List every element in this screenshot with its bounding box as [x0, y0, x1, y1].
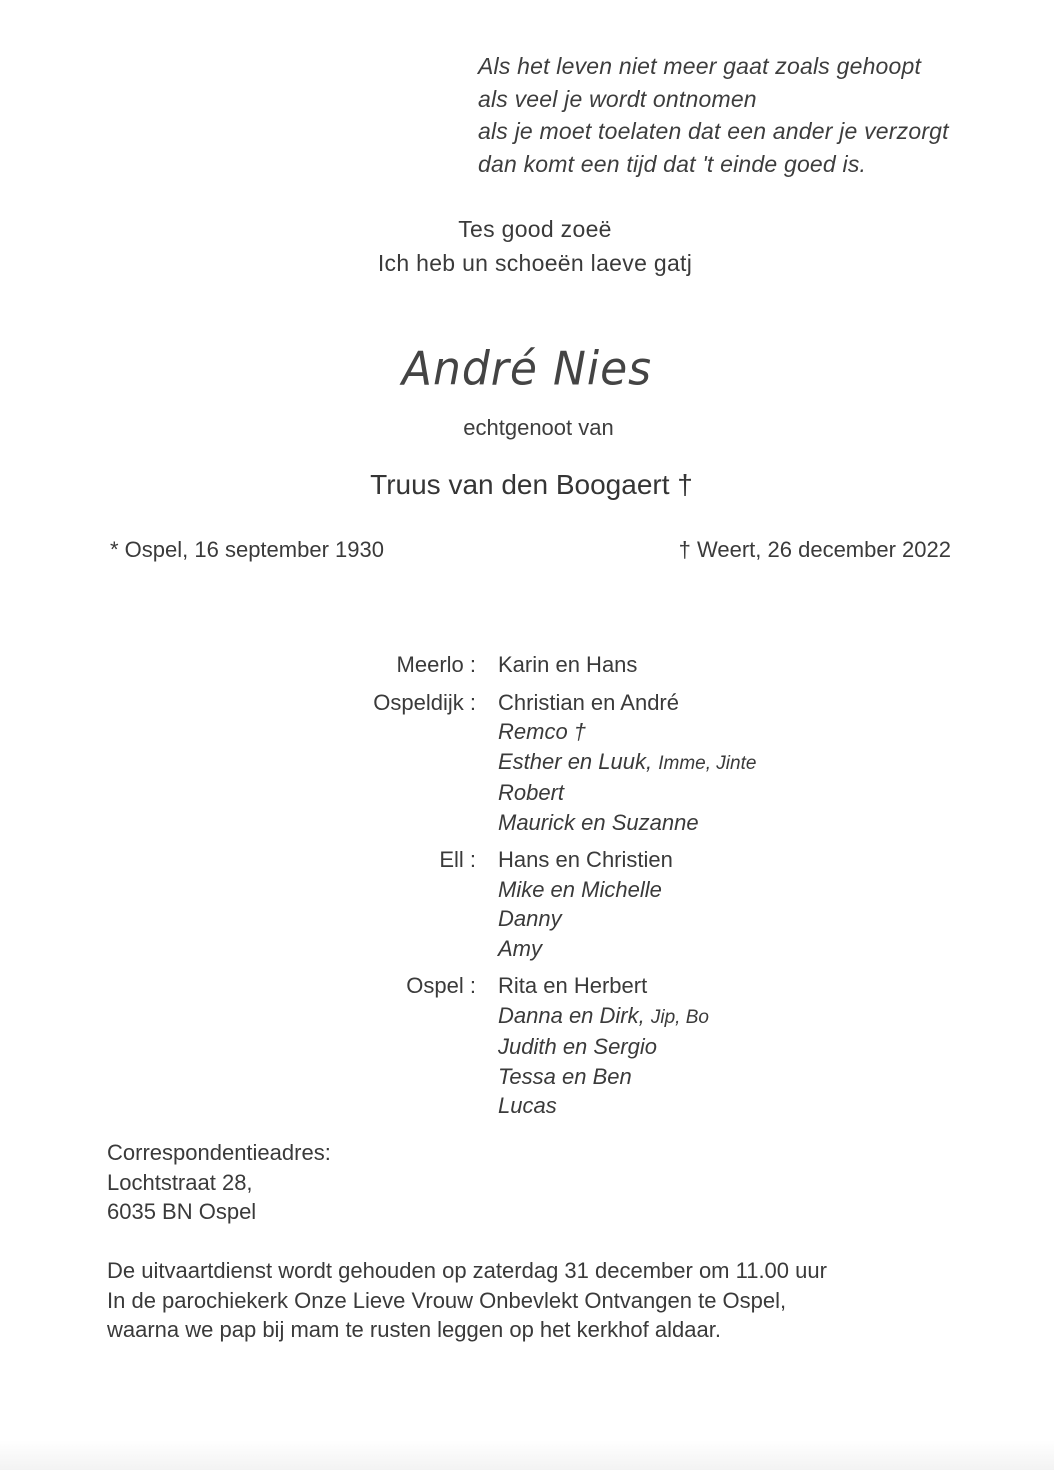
service-line: waarna we pap bij mam te rusten leggen op het kerkhof aldaar. — [107, 1317, 721, 1342]
family-group-ospel — [0, 971, 1054, 1121]
service-line: De uitvaartdienst wordt gehouden op zaterdag 31 december om 11.00 uur — [107, 1258, 827, 1283]
spouse-name: Truus van den Boogaert † — [370, 469, 693, 500]
address-city: 6035 BN Ospel — [107, 1199, 257, 1224]
poem-line: dan komt een tijd dat 't einde goed is. — [478, 150, 867, 177]
poem-line: als veel je wordt ontnomen — [478, 85, 757, 112]
deceased-name: André Nies — [401, 342, 653, 397]
funeral-service-info — [107, 1256, 827, 1345]
dialect-quote — [0, 212, 1054, 280]
great-grandchildren: Jip, Bo — [650, 1006, 709, 1028]
family-place: Ell : — [439, 847, 476, 872]
family-names — [476, 845, 673, 963]
great-grandchildren: Imme, Jinte — [658, 752, 757, 774]
grandchild: Maurick en Suzanne — [498, 809, 699, 835]
correspondence-address — [107, 1138, 331, 1227]
grandchild: Mike en Michelle — [498, 876, 662, 902]
dialect-line-2: Ich heb un schoeën laeve gatj — [377, 250, 693, 276]
family-names — [476, 650, 637, 680]
grandchild: Danny — [498, 906, 562, 931]
grandchild-couple: Esther en Luuk, — [498, 748, 653, 774]
page-bottom-edge — [0, 1440, 1054, 1470]
grandchild: Remco † — [498, 719, 587, 744]
family-place: Meerlo : — [396, 652, 476, 677]
grandchild: Amy — [498, 935, 542, 961]
poem-line: als je moet toelaten dat een ander je verzorgt — [478, 118, 949, 144]
relation-text: echtgenoot van — [463, 415, 614, 440]
family-list — [0, 650, 1054, 1129]
family-group-meerlo — [0, 650, 1054, 680]
family-place: Ospeldijk : — [373, 689, 476, 715]
death-info: † Weert, 26 december 2022 — [678, 537, 951, 562]
family-group-ell — [0, 845, 1054, 963]
poem-line: Als het leven niet meer gaat zoals gehoopt — [478, 53, 922, 79]
grandchild — [498, 747, 756, 779]
family-group-ospeldijk — [0, 688, 1054, 838]
dialect-line-1: Tes good zoeë — [458, 216, 612, 242]
address-label: Correspondentieadres: — [107, 1140, 331, 1165]
family-main: Karin en Hans — [498, 652, 638, 677]
grandchild-couple: Danna en Dirk, — [498, 1002, 645, 1028]
birth-info: * Ospel, 16 september 1930 — [110, 537, 384, 562]
family-main: Christian en André — [498, 689, 679, 715]
grandchild — [498, 1001, 709, 1033]
grandchild: Judith en Sergio — [498, 1034, 657, 1059]
family-names — [476, 971, 709, 1121]
grandchild: Lucas — [498, 1093, 557, 1118]
family-main: Hans en Christien — [498, 847, 673, 872]
grandchild: Tessa en Ben — [498, 1063, 632, 1089]
family-names — [476, 688, 756, 838]
family-main: Rita en Herbert — [498, 973, 648, 998]
address-street: Lochtstraat 28, — [107, 1169, 253, 1195]
service-line: In de parochiekerk Onze Lieve Vrouw Onbevlekt Ontvangen te Ospel, — [107, 1287, 787, 1313]
family-place: Ospel : — [406, 973, 476, 998]
poem — [478, 50, 949, 180]
grandchild: Robert — [498, 780, 565, 805]
